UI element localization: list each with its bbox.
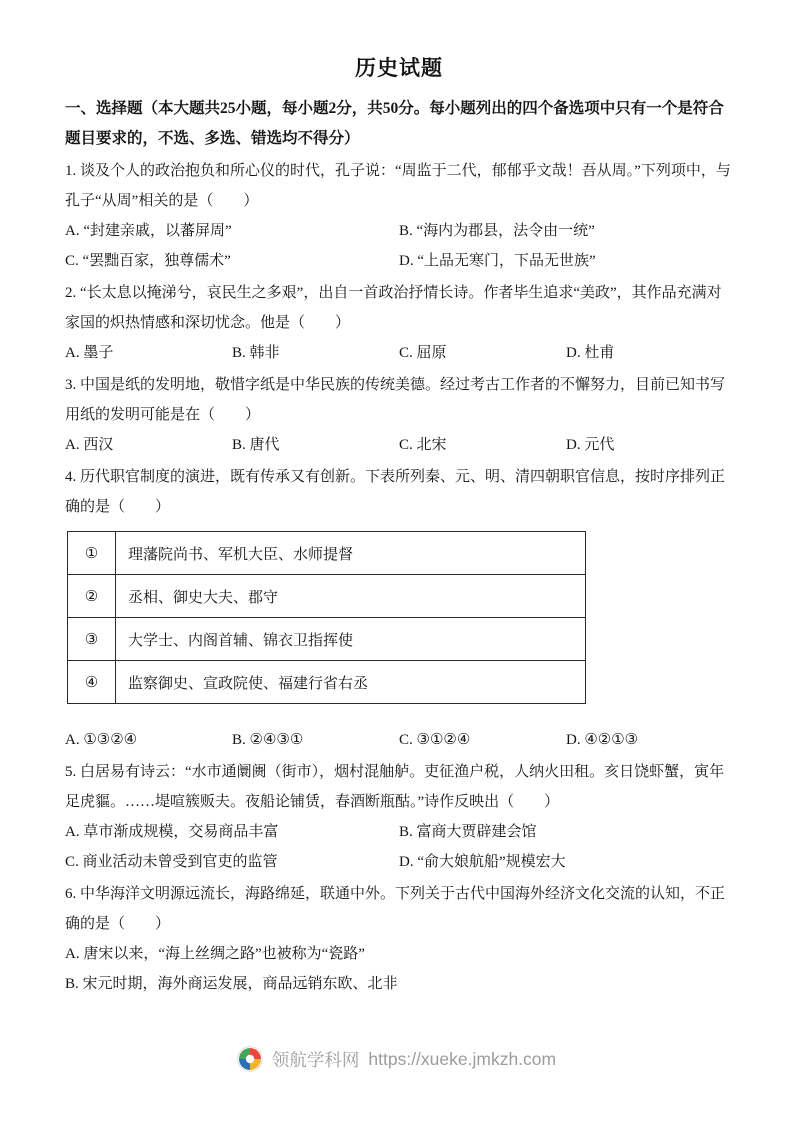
question-4-stem: 4. 历代职官制度的演进，既有传承又有创新。下表所列秦、元、明、清四朝职官信息，按时序排列正确的是（ ） xyxy=(65,469,726,515)
table-row-number: ④ xyxy=(68,661,116,704)
question-1-option-b: B. “海内为郡县，法令由一统” xyxy=(399,223,595,239)
question-2-option-a: A. 墨子 xyxy=(65,345,114,361)
question-5-stem: 5. 白居易有诗云：“水市通阛阓（街市），烟村混舳舻。吏征渔户税，人纳火田租。亥日饶虾蟹，寅年足虎貙。……堤喧簇贩夫。夜船论铺赁，春酒断瓶酤。”诗作反映出（ ） xyxy=(65,764,725,810)
question-1-option-a: A. “封建亲戚，以蕃屏周” xyxy=(65,223,232,239)
question-4-option-d: D. ④②①③ xyxy=(566,732,639,748)
question-4-options xyxy=(65,725,733,755)
table-row-number: ③ xyxy=(68,618,116,661)
page-title: 历史试题 xyxy=(355,56,443,80)
section-header: 一、选择题（本大题共25小题，每小题2分，共50分。每小题列出的四个备选项中只有一个是符合题目要求的，不选、多选、错选均不得分） xyxy=(65,100,724,147)
question-3-option-d: D. 元代 xyxy=(566,437,615,453)
question-6-option-b: B. 宋元时期，海外商运发展，商品远销东欧、北非 xyxy=(65,976,398,992)
question-2 xyxy=(65,278,733,368)
question-6-stem xyxy=(65,879,733,939)
question-3-option-b: B. 唐代 xyxy=(232,437,280,453)
question-1-option-d: D. “上品无寒门，下品无世族” xyxy=(399,253,596,269)
table-row-number: ② xyxy=(68,575,116,618)
table-row xyxy=(68,575,586,618)
question-4-option-b: B. ②④③① xyxy=(232,732,304,748)
question-2-stem: 2. “长太息以掩涕兮，哀民生之多艰”，出自一首政治抒情长诗。作者毕生追求“美政”，其作品充满对家国的炽热情感和深切忧念。他是（ ） xyxy=(65,285,722,331)
site-logo-icon xyxy=(237,1046,263,1072)
question-5 xyxy=(65,757,733,877)
question-3 xyxy=(65,370,733,460)
question-3-stem: 3. 中国是纸的发明地，敬惜字纸是中华民族的传统美德。经过考古工作者的不懈努力，目前已知书写用纸的发明可能是在（ ） xyxy=(65,377,726,423)
question-2-options xyxy=(65,338,733,368)
question-5-option-a: A. 草市渐成规模，交易商品丰富 xyxy=(65,824,279,840)
question-1-option-c: C. “罢黜百家，独尊儒术” xyxy=(65,253,231,269)
question-1-options xyxy=(65,216,733,276)
watermark-site-name: 领航学科网 xyxy=(271,1049,360,1070)
table-row-content: 监察御史、宣政院使、福建行省右丞 xyxy=(116,661,586,704)
question-6-stem-post: 的是（ ） xyxy=(80,916,171,932)
question-2-option-b: B. 韩非 xyxy=(232,345,280,361)
table-row xyxy=(68,618,586,661)
question-5-option-c: C. 商业活动未曾受到官吏的监管 xyxy=(65,854,278,870)
question-3-options xyxy=(65,430,733,460)
question-6-options xyxy=(65,939,733,999)
question-1 xyxy=(65,156,733,276)
question-5-options xyxy=(65,817,733,877)
table-row-content: 理藩院尚书、军机大臣、水师提督 xyxy=(116,532,586,575)
question-3-option-c: C. 北宋 xyxy=(399,437,447,453)
question-3-option-a: A. 西汉 xyxy=(65,437,114,453)
table-row xyxy=(68,532,586,575)
watermark-url: https://xueke.jmkzh.com xyxy=(368,1048,557,1069)
question-6-stem-emphasis: 不正确 xyxy=(65,886,726,932)
question-4 xyxy=(65,462,733,755)
question-6 xyxy=(65,879,733,999)
question-2-option-c: C. 屈原 xyxy=(399,345,447,361)
question-6-option-a: A. 唐宋以来，“海上丝绸之路”也被称为“瓷路” xyxy=(65,946,365,962)
question-4-option-c: C. ③①②④ xyxy=(399,732,471,748)
question-2-option-d: D. 杜甫 xyxy=(566,345,615,361)
question-4-option-a: A. ①③②④ xyxy=(65,732,138,748)
table-row-content: 大学士、内阁首辅、锦衣卫指挥使 xyxy=(116,618,586,661)
table-row xyxy=(68,661,586,704)
table-row-content: 丞相、御史大夫、郡守 xyxy=(116,575,586,618)
question-5-option-b: B. 富商大贾辟建会馆 xyxy=(399,824,537,840)
question-6-stem-pre: 6. 中华海洋文明源远流长，海路绵延，联通中外。下列关于古代中国海外经济文化交流的认知， xyxy=(65,886,696,902)
table-row-number: ① xyxy=(68,532,116,575)
footer-watermark xyxy=(0,1046,793,1072)
question-4-table xyxy=(67,531,586,704)
question-1-stem: 1. 谈及个人的政治抱负和所心仪的时代，孔子说：“周监于二代，郁郁乎文哉！吾从周。”下列项中，与孔子“从周”相关的是（ ） xyxy=(65,163,731,209)
question-5-option-d: D. “俞大娘航船”规模宏大 xyxy=(399,854,566,870)
